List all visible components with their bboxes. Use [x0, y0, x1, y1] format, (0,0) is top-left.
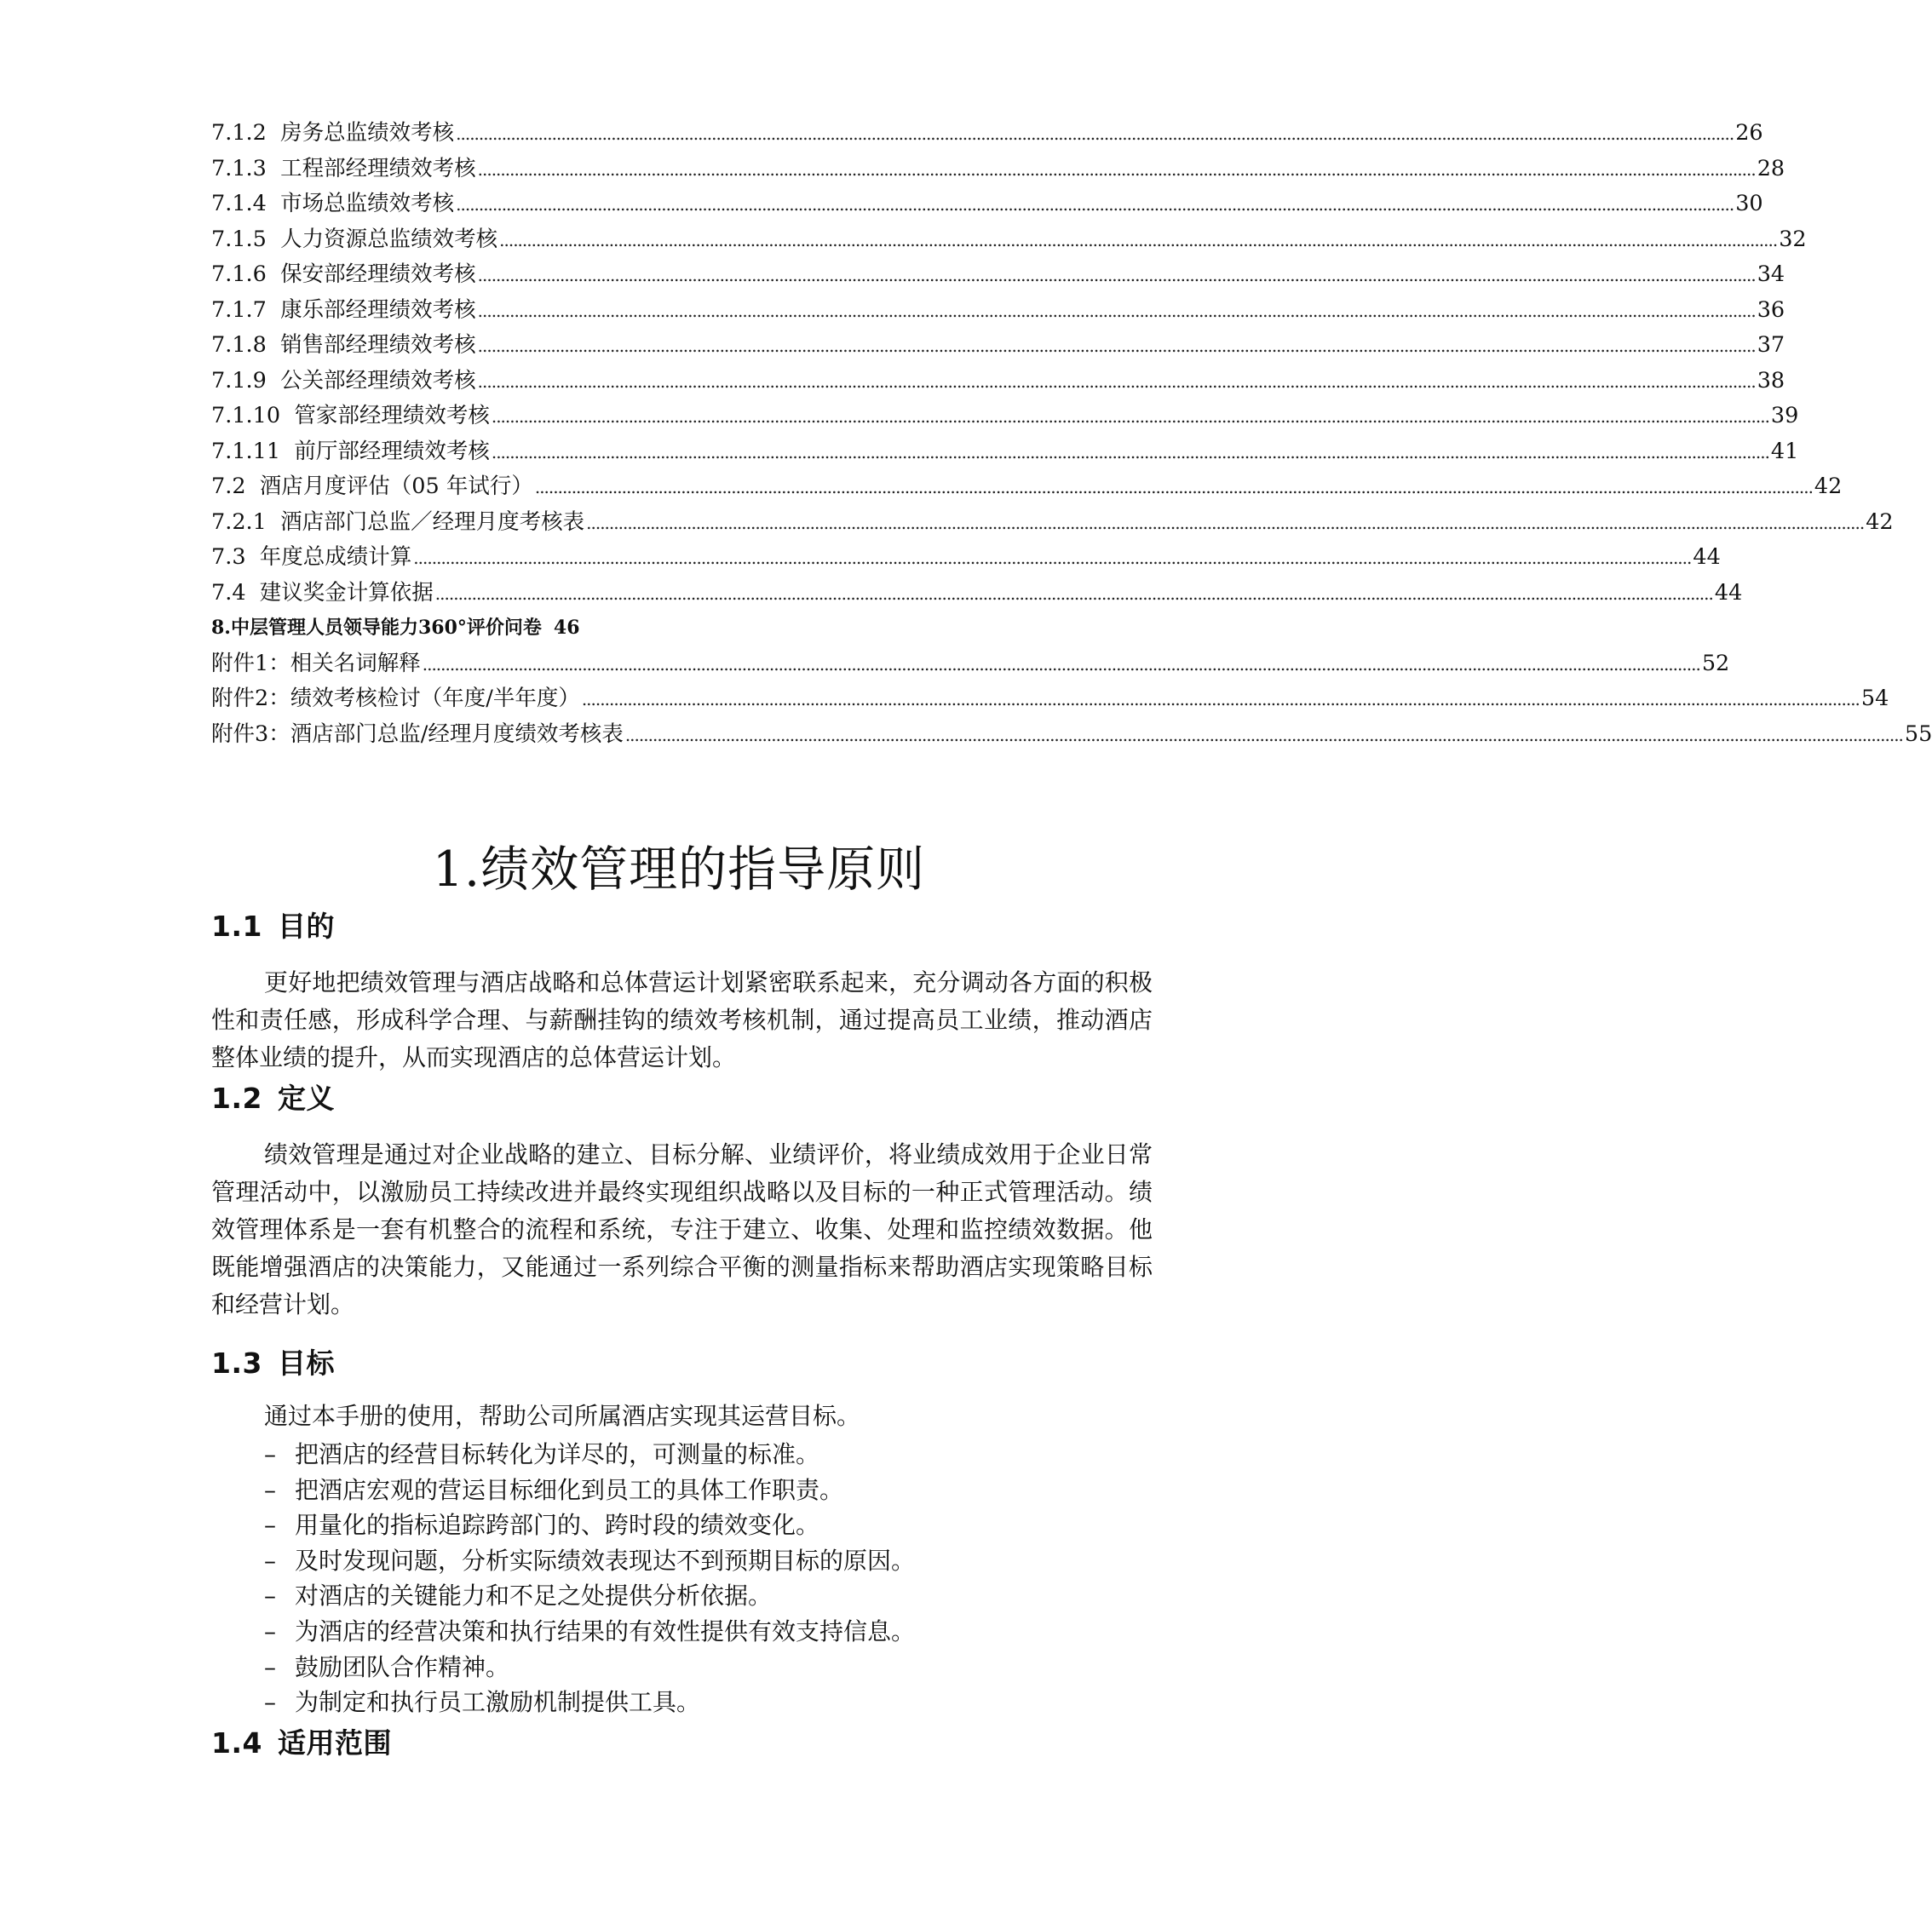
section-heading-definition — [211, 1077, 335, 1117]
dash-bullet: – — [264, 1546, 276, 1575]
toc-entry-page: 34 — [1757, 261, 1785, 287]
toc-entry-number: 7.3 — [211, 544, 246, 570]
toc-entry-page: 42 — [1866, 508, 1894, 535]
toc-leader-dots: ........................................................................................................................................................................................................................................................................................ — [477, 336, 1756, 356]
section-number: 1.4 — [211, 1726, 262, 1760]
toc-entry[interactable] — [211, 116, 1763, 152]
toc-entry-number: 7.1.11 — [211, 438, 281, 464]
toc-entry-page: 36 — [1757, 296, 1785, 323]
toc-entry-page: 26 — [1735, 120, 1763, 146]
toc-entry[interactable] — [211, 576, 1743, 612]
toc-entry[interactable] — [211, 434, 1799, 470]
toc-entry-page: 30 — [1735, 191, 1763, 216]
toc-entry[interactable] — [211, 540, 1721, 576]
toc-entry-number: 7.1.7 — [211, 296, 267, 323]
toc-entry-page: 55 — [1904, 721, 1932, 747]
list-item — [264, 1578, 915, 1614]
toc-entry-title: 附件1：相关名词解释 — [211, 650, 421, 676]
toc-entry-number: 7.1.3 — [211, 155, 267, 181]
toc-entry[interactable] — [211, 293, 1785, 329]
section-title: 目标 — [277, 1347, 335, 1380]
toc-entry-title: 前厅部经理绩效考核 — [294, 438, 490, 464]
list-item-text: 及时发现问题，分析实际绩效表现达不到预期目标的原因。 — [295, 1546, 916, 1575]
toc-entry[interactable] — [211, 222, 1807, 258]
toc-entry-number: 7.4 — [211, 579, 246, 606]
dash-bullet: – — [264, 1582, 276, 1611]
toc-entry-number: 7.2 — [211, 474, 246, 499]
dash-bullet: – — [264, 1617, 276, 1645]
toc-leader-dots: ........................................................................................................................................................................................................................................................................................ — [534, 477, 1813, 497]
list-item-text: 对酒店的关键能力和不足之处提供分析依据。 — [295, 1582, 773, 1611]
toc-entry-page: 42 — [1814, 474, 1843, 499]
list-item-text: 用量化的指标追踪跨部门的、跨时段的绩效变化。 — [295, 1511, 820, 1540]
list-item-text: 为酒店的经营决策和执行结果的有效性提供有效支持信息。 — [295, 1617, 916, 1645]
section-title: 适用范围 — [277, 1726, 392, 1760]
toc-entry[interactable] — [211, 257, 1785, 293]
toc-entry-number: 7.1.4 — [211, 191, 267, 216]
toc-entry-number: 7.1.6 — [211, 261, 267, 287]
dash-bullet: – — [264, 1440, 276, 1468]
toc-leader-dots: ........................................................................................................................................................................................................................................................................................ — [477, 265, 1756, 285]
list-item — [264, 1507, 915, 1543]
list-item-text: 为制定和执行员工激励机制提供工具。 — [295, 1688, 701, 1717]
toc-entry[interactable] — [211, 328, 1785, 364]
toc-entry-title: 销售部经理绩效考核 — [280, 332, 476, 358]
list-item-text: 鼓励团队合作精神。 — [295, 1652, 510, 1681]
toc-entry[interactable] — [211, 364, 1785, 399]
toc-entry-title: 管家部经理绩效考核 — [294, 403, 490, 428]
dash-bullet: – — [264, 1652, 276, 1681]
toc-entry-title: 附件2：绩效考核检讨（年度/半年度） — [211, 686, 580, 711]
dash-bullet: – — [264, 1511, 276, 1540]
toc-entry-title: 8.中层管理人员领导能力360°评价问卷 — [211, 617, 542, 639]
toc-entry-number: 7.2.1 — [211, 508, 267, 535]
toc-entry[interactable] — [211, 152, 1785, 187]
section-paragraph: 更好地把绩效管理与酒店战略和总体营运计划紧密联系起来，充分调动各方面的积极性和责任感，形成科学合理、与薪酬挂钩的绩效考核机制，通过提高员工业绩，推动酒店整体业绩的提升，从而实现酒店的总体营运计划。 — [211, 968, 1153, 1071]
toc-entry-title: 康乐部经理绩效考核 — [280, 296, 476, 323]
section-number: 1.3 — [211, 1347, 262, 1380]
toc-leader-dots: ........................................................................................................................................................................................................................................................................................ — [499, 229, 1778, 250]
toc-entry[interactable] — [211, 187, 1763, 222]
toc-entry-page: 44 — [1693, 544, 1721, 570]
toc-entry-number: 7.1.8 — [211, 332, 267, 358]
toc-entry-title: 保安部经理绩效考核 — [280, 261, 476, 287]
toc-leader-dots: ........................................................................................................................................................................................................................................................................................ — [434, 583, 1713, 604]
section-title: 定义 — [277, 1082, 335, 1115]
toc-entry-title: 附件3：酒店部门总监/经理月度绩效考核表 — [211, 721, 624, 747]
toc-leader-dots: ........................................................................................................................................................................................................................................................................................ — [491, 406, 1769, 427]
toc-entry-number: 7.1.10 — [211, 403, 281, 428]
toc-leader-dots: ........................................................................................................................................................................................................................................................................................ — [477, 158, 1756, 180]
table-of-contents — [211, 116, 1932, 752]
toc-leader-dots: ........................................................................................................................................................................................................................................................................................ — [413, 548, 1692, 568]
section-heading-goals — [211, 1341, 335, 1381]
toc-entry-number: 7.1.2 — [211, 120, 267, 146]
list-item — [264, 1543, 915, 1579]
toc-entry-page: 41 — [1770, 438, 1799, 464]
toc-entry-page: 32 — [1779, 226, 1807, 252]
toc-entry-title: 酒店月度评估（05 年试行） — [259, 474, 533, 499]
dash-bullet: – — [264, 1475, 276, 1504]
toc-entry[interactable] — [211, 505, 1894, 541]
list-item-text: 把酒店宏观的营运目标细化到员工的具体工作职责。 — [295, 1475, 844, 1504]
toc-leader-dots: ........................................................................................................................................................................................................................................................................................ — [456, 194, 1734, 215]
list-item — [264, 1437, 915, 1473]
section-number: 1.2 — [211, 1082, 262, 1115]
toc-leader-dots: ........................................................................................................................................................................................................................................................................................ — [422, 653, 1700, 675]
toc-leader-dots: ........................................................................................................................................................................................................................................................................................ — [477, 370, 1756, 392]
list-item — [264, 1473, 915, 1508]
toc-entry-page: 28 — [1757, 155, 1785, 181]
toc-entry-title: 年度总成绩计算 — [259, 544, 412, 570]
toc-entry-title: 人力资源总监绩效考核 — [280, 226, 498, 252]
toc-entry-number: 7.1.5 — [211, 226, 267, 252]
toc-entry-title: 市场总监绩效考核 — [280, 191, 455, 216]
toc-entry-page: 38 — [1757, 367, 1785, 393]
toc-entry-page: 39 — [1770, 403, 1799, 428]
toc-appendix-entry[interactable] — [211, 646, 1730, 682]
section-paragraph: 绩效管理是通过对企业战略的建立、目标分解、业绩评价，将业绩成效用于企业日常管理活动中，以激励员工持续改进并最终实现组织战略以及目标的一种正式管理活动。绩效管理体系是一套有机整合的流程和系统，专注于建立、收集、处理和监控绩效数据。他既能增强酒店的决策能力，又能通过一系列综合平衡的测量指标来帮助酒店实现策略目标和经营计划。 — [211, 1140, 1153, 1318]
toc-entry-chapter-8[interactable] — [211, 611, 1144, 646]
section-title: 目的 — [277, 910, 335, 943]
section-heading-scope — [211, 1721, 392, 1761]
toc-entry-title: 酒店部门总监／经理月度考核表 — [280, 508, 585, 535]
toc-entry-page: 44 — [1714, 579, 1743, 606]
toc-appendix-entry[interactable] — [211, 717, 1932, 753]
toc-appendix-entry[interactable] — [211, 681, 1889, 717]
toc-leader-dots: ........................................................................................................................................................................................................................................................................................ — [624, 724, 1903, 745]
toc-entry-page: 37 — [1757, 332, 1785, 358]
list-item — [264, 1685, 915, 1720]
toc-entry-page: 54 — [1860, 686, 1889, 711]
toc-entry-page: 52 — [1701, 650, 1730, 676]
toc-leader-dots: ........................................................................................................................................................................................................................................................................................ — [456, 123, 1734, 144]
toc-leader-dots: ........................................................................................................................................................................................................................................................................................ — [581, 689, 1860, 709]
toc-entry-number: 7.1.9 — [211, 367, 267, 393]
goals-intro: 通过本手册的使用，帮助公司所属酒店实现其运营目标。 — [264, 1402, 861, 1430]
goals-list — [264, 1437, 915, 1720]
toc-entry-title: 建议奖金计算依据 — [259, 579, 434, 606]
toc-entry-page: 46 — [553, 617, 580, 639]
list-item — [264, 1614, 915, 1650]
chapter-title: 1.绩效管理的指导原则 — [432, 841, 926, 898]
toc-entry[interactable] — [211, 399, 1799, 434]
list-item — [264, 1650, 915, 1685]
section-heading-purpose — [211, 904, 335, 945]
toc-entry[interactable] — [211, 469, 1843, 505]
toc-leader-dots: ........................................................................................................................................................................................................................................................................................ — [477, 300, 1756, 321]
toc-entry-title: 工程部经理绩效考核 — [280, 155, 476, 181]
list-item-text: 把酒店的经营目标转化为详尽的，可测量的标准。 — [295, 1440, 820, 1468]
toc-entry-title: 公关部经理绩效考核 — [280, 367, 476, 393]
section-number: 1.1 — [211, 910, 262, 943]
toc-leader-dots: ........................................................................................................................................................................................................................................................................................ — [491, 441, 1769, 462]
toc-leader-dots: ........................................................................................................................................................................................................................................................................................ — [586, 512, 1865, 533]
dash-bullet: – — [264, 1688, 276, 1717]
toc-entry-title: 房务总监绩效考核 — [280, 120, 455, 146]
